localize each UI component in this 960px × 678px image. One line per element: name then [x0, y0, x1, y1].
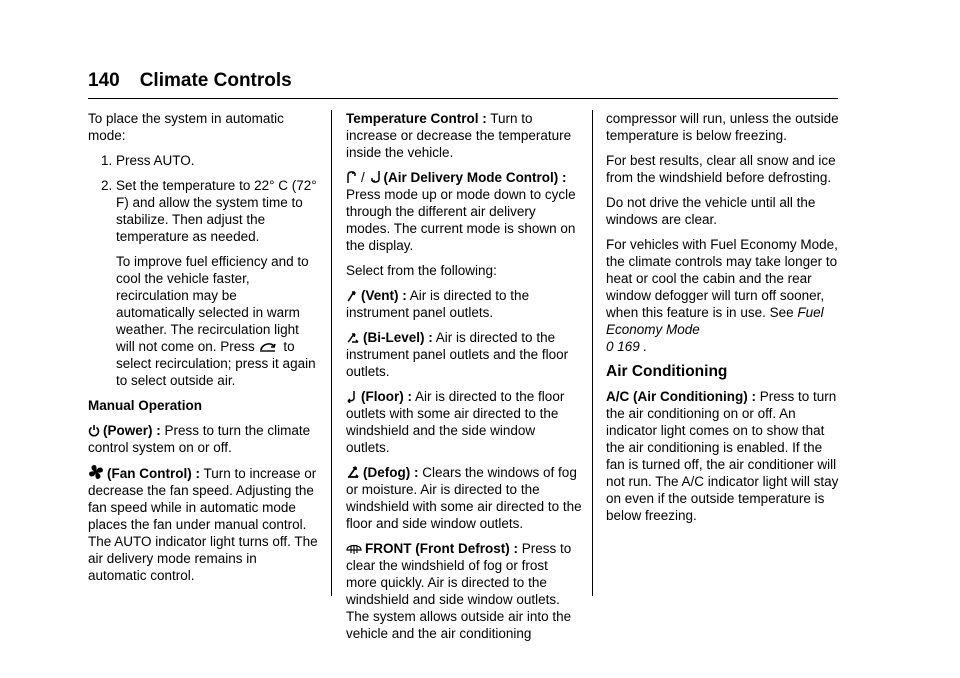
column-1: [88, 110, 318, 592]
mode-slash: /: [361, 170, 365, 185]
defog-icon: [346, 465, 360, 479]
chapter-title: Climate Controls: [139, 70, 292, 91]
steps-list: [88, 152, 318, 245]
continued-text: compressor will run, unless the outside temperature is below freezing.: [606, 111, 839, 143]
bi-level-term: (Bi-Level) :: [363, 330, 433, 345]
power-icon: [88, 424, 100, 437]
fuel-economy-text: [606, 236, 840, 355]
best-results-text: For best results, clear all snow and ice from the windshield before defrosting.: [606, 153, 836, 185]
note-text: to select recirculation; press it again to select outside air.: [116, 339, 316, 388]
step-text: Set the temperature to 22° C (72° F) and allow the system time to stabilize. Then adjust the temperature as needed.: [116, 178, 317, 244]
list-item: [116, 177, 318, 245]
list-item: 1. Press AUTO.: [116, 152, 318, 169]
page-header: [88, 70, 292, 92]
air-conditioning-heading: Air Conditioning: [606, 363, 728, 380]
power-entry: [88, 422, 318, 456]
floor-entry: [346, 388, 582, 456]
column-2: [346, 110, 582, 650]
ac-text: Press to turn the air conditioning on or off. An indicator light comes on to show that the air conditioning is enabled. If the fan is turned off, the air conditioner will not run. The A/C indicator light will stay on even if the outside temperature is below freezing.: [606, 389, 839, 523]
defog-entry: [346, 464, 582, 532]
select-text: Select from the following:: [346, 263, 497, 278]
ac-entry: [606, 388, 840, 524]
mode-down-icon: [369, 170, 381, 184]
vent-term: (Vent) :: [361, 288, 407, 303]
front-defrost-text: Press to clear the windshield of fog or frost more quickly. Air is directed to the windshield and side window outlets. The system allows outside air into the vehicle and the air conditioning: [346, 541, 572, 641]
floor-icon: [346, 389, 358, 403]
bi-level-text: Air is directed to the instrument panel outlets and the floor outlets.: [346, 330, 569, 379]
header-rule: [88, 98, 838, 99]
bi-level-entry: [346, 329, 582, 380]
step2-note: [116, 253, 318, 389]
mode-text: Press mode up or mode down to cycle through the different air delivery modes. The current mode is shown on the display.: [346, 187, 576, 253]
vent-entry: [346, 287, 582, 321]
column-divider: [331, 110, 332, 596]
no-drive-text: Do not drive the vehicle until all the windows are clear.: [606, 195, 816, 227]
column-3: [606, 110, 840, 532]
power-text: Press to turn the climate control system on or off.: [88, 423, 311, 455]
front-defrost-term: FRONT (Front Defrost) :: [365, 541, 518, 556]
ac-term: A/C (Air Conditioning) :: [606, 389, 756, 404]
intro-text: To place the system in automatic mode:: [88, 111, 284, 143]
recirculation-icon: [259, 341, 277, 353]
vent-text: Air is directed to the instrument panel outlets.: [346, 288, 530, 320]
mode-term: (Air Delivery Mode Control) :: [383, 170, 567, 185]
defog-text: Clears the windows of fog or moisture. Air is directed to the windshield with some air directed to the floor and side window outlets.: [346, 465, 582, 531]
defog-term: (Defog) :: [363, 465, 419, 480]
temperature-entry: [346, 110, 582, 161]
bi-level-icon: [346, 330, 360, 344]
fan-icon: [88, 464, 104, 480]
front-defrost-icon: [346, 541, 362, 555]
front-defrost-entry: [346, 540, 582, 642]
mode-up-icon: [346, 170, 358, 184]
column-divider: [592, 110, 593, 596]
page-number: 140: [88, 70, 120, 91]
power-term: (Power) :: [103, 423, 161, 438]
manual-operation-heading: Manual Operation: [88, 398, 203, 413]
fuel-economy-link[interactable]: Fuel Economy Mode: [606, 305, 824, 337]
note-text: To improve fuel efficiency and to cool the vehicle faster, recirculation may be automatically selected in warm weather. The recirculation light will not come on. Press: [116, 254, 309, 354]
floor-term: (Floor) :: [361, 389, 412, 404]
vent-icon: [346, 288, 358, 302]
page-reference[interactable]: 0 169 .: [606, 339, 648, 354]
fan-text: Turn to increase or decrease the fan speed. Adjusting the fan speed while in automatic mode places the fan under manual control. The AUTO indicator light turns off. The air delivery mode remains in automatic control.: [88, 466, 318, 583]
temperature-text: Turn to increase or decrease the temperature inside the vehicle.: [346, 111, 572, 160]
fuel-economy-body: For vehicles with Fuel Economy Mode, the climate controls may take longer to heat or cool the cabin and the rear window defogger will turn off sooner, when this feature is in use. See: [606, 237, 838, 320]
mode-entry: [346, 169, 582, 254]
temperature-term: Temperature Control :: [346, 111, 487, 126]
fan-term: (Fan Control) :: [107, 466, 200, 481]
floor-text: Air is directed to the floor outlets with some air directed to the windshield and the side window outlets.: [346, 389, 565, 455]
fan-entry: [88, 464, 318, 584]
